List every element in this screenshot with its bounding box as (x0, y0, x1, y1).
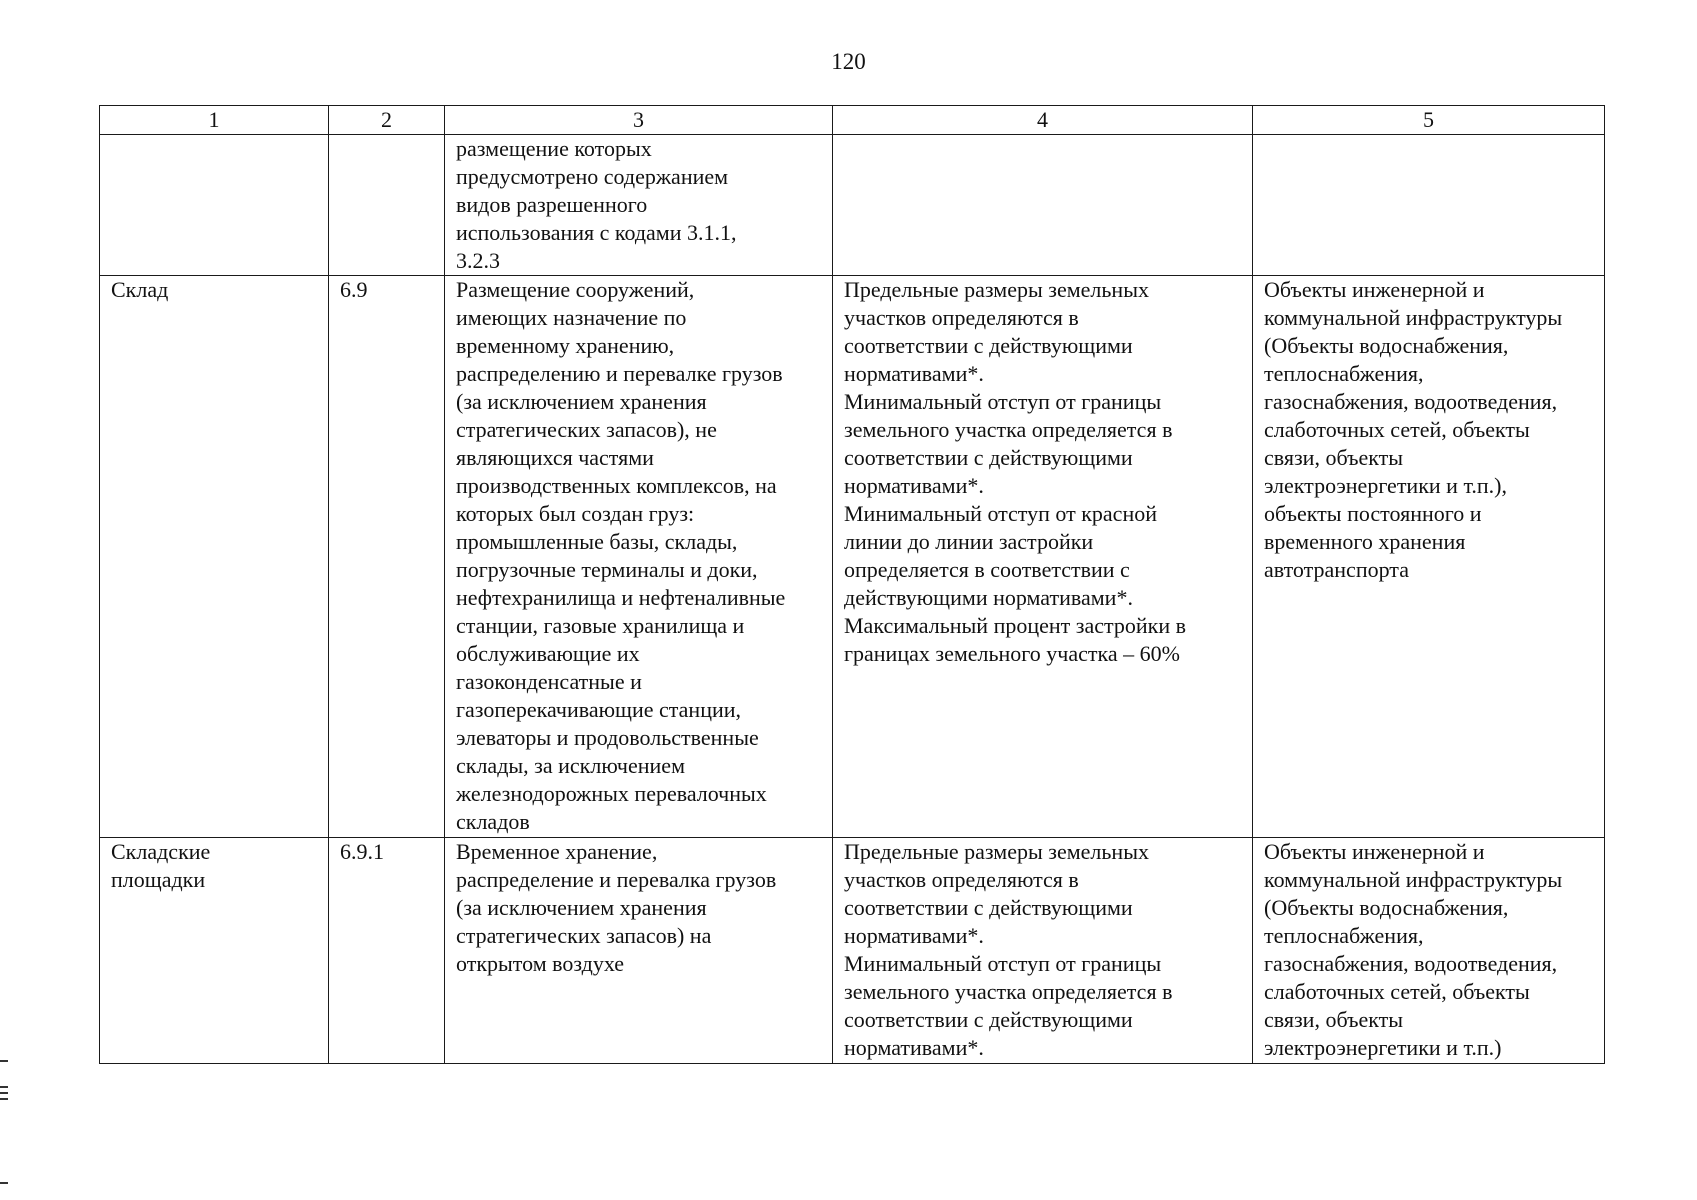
column-header-2: 2 (329, 106, 445, 135)
parameters-text: Предельные размеры земельных участков определяются в соответствии с действующими нормативами*. Минимальный отступ от границы земельного участка определяется в соответствии с действующими нормативами*. Минимальный отступ от красной линии до линии застройки определяется в соответствии с действующими нормативами*. Максимальный процент застройки в границах земельного участка – 60% (844, 277, 1186, 666)
use-code-cell (329, 135, 445, 276)
auxiliary-uses-cell (1253, 276, 1605, 838)
use-type-name: Склад (111, 277, 169, 302)
scan-margin-mark (0, 1086, 8, 1088)
column-header-1: 1 (100, 106, 329, 135)
use-code: 6.9.1 (340, 839, 384, 864)
table-row (100, 838, 1605, 1064)
use-description: размещение которых предусмотрено содержанием видов разрешенного использования с кодами 3.1.1, 3.2.3 (456, 136, 737, 273)
table-row (100, 135, 1605, 276)
use-type-name-cell (100, 838, 329, 1064)
use-type-name-cell (100, 276, 329, 838)
use-type-name-cell (100, 135, 329, 276)
use-description-cell (445, 135, 833, 276)
use-description: Размещение сооружений, имеющих назначение по временному хранению, распределению и перевалке грузов (за исключением хранения стратегических запасов), не являющихся частями производственных комплексов, на которых был создан груз: промышленные базы, склады, погрузочные терминалы и доки, нефтехранилища и нефтеналивные станции, газовые хранилища и обслуживающие их газоконденсатные и газоперекачивающие станции, элеваторы и продовольственные склады, за исключением железнодорожных перевалочных складов (456, 277, 786, 834)
column-header-5: 5 (1253, 106, 1605, 135)
column-header-4: 4 (833, 106, 1253, 135)
use-description: Временное хранение, распределение и перевалка грузов (за исключением хранения стратегических запасов) на открытом воздухе (456, 839, 777, 976)
use-description-cell (445, 838, 833, 1064)
use-code-cell (329, 276, 445, 838)
table-row (100, 276, 1605, 838)
use-code: 6.9 (340, 277, 368, 302)
auxiliary-uses-cell (1253, 838, 1605, 1064)
column-header-3: 3 (445, 106, 833, 135)
scan-margin-mark (0, 1182, 8, 1184)
use-type-name: Складские площадки (111, 839, 211, 892)
scan-margin-mark (0, 1092, 8, 1094)
land-use-regulations-table (99, 105, 1605, 1064)
parameters-text: Предельные размеры земельных участков определяются в соответствии с действующими нормативами*. Минимальный отступ от границы земельного участка определяется в соответствии с действующими нормативами*. (844, 839, 1173, 1060)
column-number-row (100, 106, 1605, 135)
scan-margin-mark (0, 1060, 8, 1062)
page-number: 120 (831, 49, 866, 74)
use-code-cell (329, 838, 445, 1064)
parameters-cell (833, 276, 1253, 838)
scan-margin-mark (0, 1098, 8, 1100)
use-description-cell (445, 276, 833, 838)
parameters-cell (833, 135, 1253, 276)
auxiliary-uses-text: Объекты инженерной и коммунальной инфраструктуры (Объекты водоснабжения, теплоснабжения, газоснабжения, водоотведения, слаботочных сетей, объекты связи, объекты электроэнергетики и т.п.), объекты постоянного и временного хранения автотранспорта (1264, 277, 1563, 582)
auxiliary-uses-text: Объекты инженерной и коммунальной инфраструктуры (Объекты водоснабжения, теплоснабжения, газоснабжения, водоотведения, слаботочных сетей, объекты связи, объекты электроэнергетики и т.п.) (1264, 839, 1563, 1060)
parameters-cell (833, 838, 1253, 1064)
auxiliary-uses-cell (1253, 135, 1605, 276)
